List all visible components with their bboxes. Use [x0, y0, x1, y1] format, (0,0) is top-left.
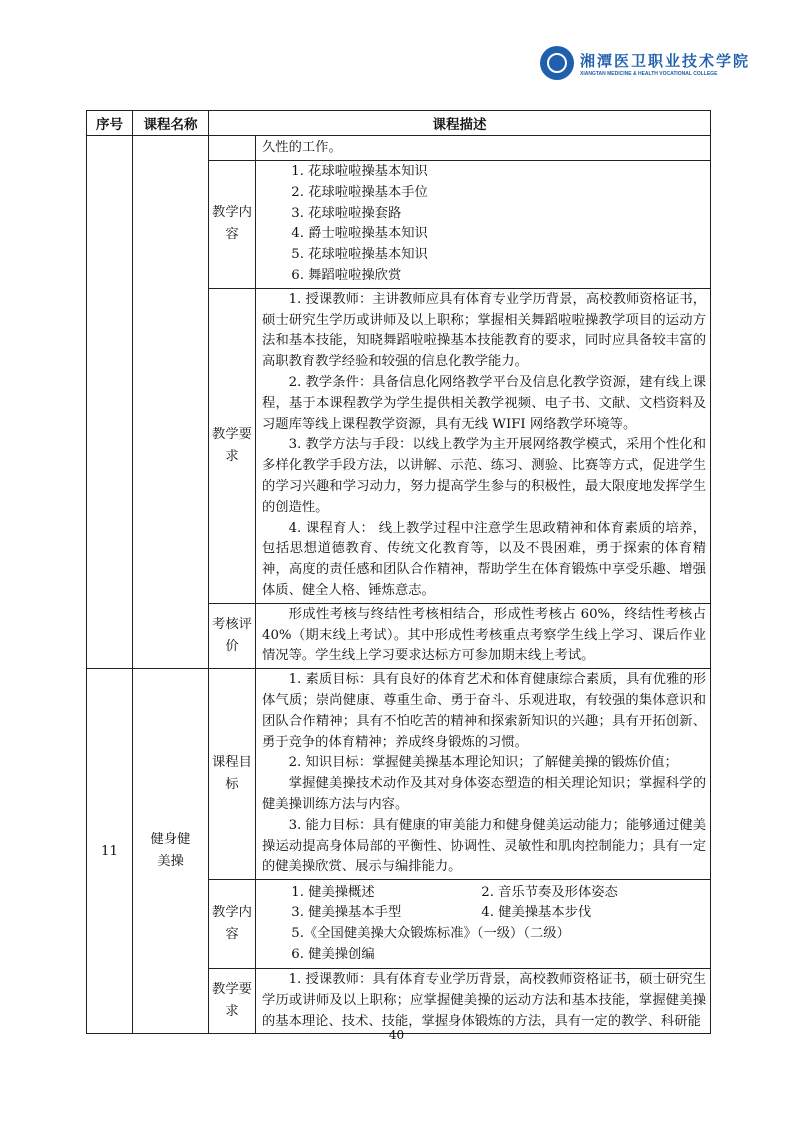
col-course-name: 课程名称: [133, 111, 209, 136]
table-header: [87, 111, 711, 136]
content-list: 1. 花球啦啦操基本知识 2. 花球啦啦操基本手位 3. 花球啦啦操套路 4. 爵士啦啦操基本知识 5. 花球啦啦操基本知识 6. 舞蹈啦啦操欣赏: [256, 161, 711, 289]
content-label: 教学内容: [209, 880, 256, 969]
continuation-text: 久性的工作。: [256, 136, 711, 161]
college-seal-icon: [540, 46, 574, 80]
logo-cn: 湘潭医卫职业技术学院: [580, 51, 751, 70]
table-row: [87, 136, 711, 161]
goal-text: 1. 素质目标：具有良好的体育艺术和体育健康综合素质，具有优雅的形体气质；崇尚健康、尊重生命、勇于奋斗、乐观进取，有较强的集体意识和团队合作精神；具有不怕吃苦的精神和探索新知识的兴趣；具有开拓创新、勇于竞争的体育精神；养成终身锻炼的习惯。 2. 知识目标：掌握健美操基本理论知识；了解健美操的锻炼价值； 掌握健美操技术动作及其对身体姿态塑造的相关理论知识；掌握科学的健美操训练方法与内容。 3. 能力目标：具有健康的审美能力和健身健美运动能力；能够通过健美操运动提高身体局部的平衡性、协调性、灵敏性和肌肉控制能力；具有一定的健美操欣赏、展示与编排能力。: [256, 669, 711, 880]
eval-text: 形成性考核与终结性考核相结合，形成性考核占 60%，终结性考核占 40%（期末线上考试）。其中形成性考核重点考察学生线上学习、课后作业情况等。学生线上学习要求达标方可参加期末线上考试。: [256, 603, 711, 668]
eval-label: 考核评价: [209, 603, 256, 668]
logo-en: XIANGTAN MEDICINE & HEALTH VOCATIONAL COLLEGE: [580, 70, 718, 77]
content-list: 1. 健美操概述 2. 音乐节奏及形体姿态 3. 健美操基本手型 4. 健美操基本步伐 5.《全国健美操大众锻炼标准》（一级）（二级） 6. 健美操创编: [256, 880, 711, 969]
req-text: 1. 授课教师：主讲教师应具有体育专业学历背景，高校教师资格证书，硕士研究生学历或讲师及以上职称；掌握相关舞蹈啦啦操教学项目的运动方法和基本技能，知晓舞蹈啦啦操基本技能教育的要求，同时应具备较丰富的高职教育教学经验和较强的信息化教学能力。 2. 教学条件：具备信息化网络教学平台及信息化教学资源，建有线上课程，基于本课程教学为学生提供相关教学视频、电子书、文献、文档资料及习题库等线上课程教学资源，具有无线 WIFI 网络教学环境等。 3. 教学方法与手段：以线上教学为主开展网络教学模式，采用个性化和多样化教学手段方法，以讲解、示范、练习、测验、比赛等方式，促进学生的学习兴趣和学习动力，努力提高学生参与的积极性，最大限度地发挥学生的创造性。 4. 课程育人： 线上教学过程中注意学生思政精神和体育素质的培养，包括思想道德教育、传统文化教育等，以及不畏困难，勇于探索的体育精神，高度的责任感和团队合作精神，帮助学生在体育锻炼中享受乐趣、增强体质、健全人格、锤炼意志。: [256, 288, 711, 603]
req-text: 1. 授课教师：具有体育专业学历背景，高校教师资格证书，硕士研究生学历或讲师及以上职称；应掌握健美操的运动方法和基本技能，掌握健美操的基本理论、技术、技能，掌握身体锻炼的方法，具有一定的教学、科研能: [256, 969, 711, 1034]
req-label: 教学要求: [209, 969, 256, 1034]
col-description: 课程描述: [209, 111, 711, 136]
course-number: 11: [87, 669, 133, 1034]
goal-label: 课程目标: [209, 669, 256, 880]
college-logo: [540, 46, 750, 80]
table-row: [87, 669, 711, 880]
content-label: 教学内容: [209, 161, 256, 289]
page-number: 40: [388, 1028, 405, 1042]
req-label: 教学要求: [209, 288, 256, 603]
col-number: 序号: [87, 111, 133, 136]
course-name: 健身健美操: [133, 669, 209, 1034]
course-table: [86, 110, 711, 1034]
